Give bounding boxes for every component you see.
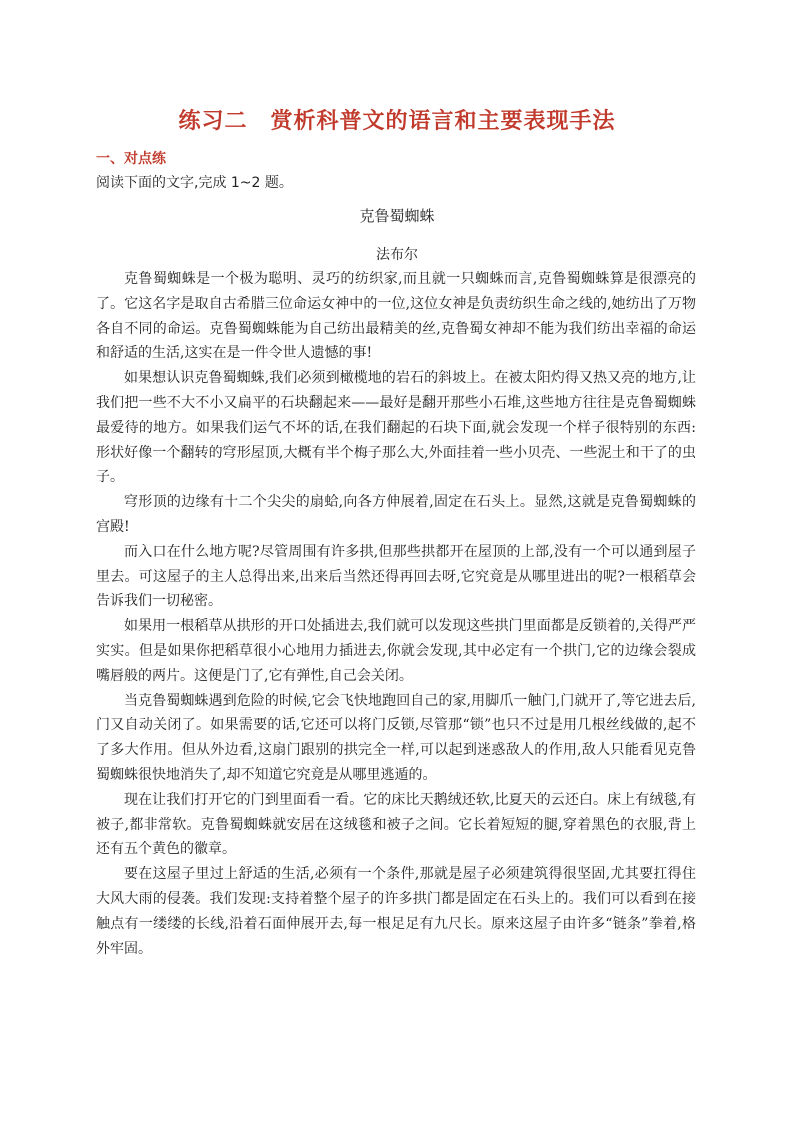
article-paragraph: 现在让我们打开它的门到里面看一看。它的床比天鹅绒还软,比夏天的云还白。床上有绒毯,有被子,都非常软。克鲁蜀蜘蛛就安居在这绒毯和被子之间。它长着短短的腿,穿着黑色的衣服,背上还有五个黄色的徽章。 bbox=[96, 791, 696, 858]
article-paragraph: 而入口在什么地方呢?尽管周围有许多拱,但那些拱都开在屋顶的上部,没有一个可以通到屋子里去。可这屋子的主人总得出来,出来后当然还得再回去呀,它究竟是从哪里进出的呢?一根稻草会告诉我们一切秘密。 bbox=[96, 543, 696, 610]
article-author: 法布尔 bbox=[376, 247, 418, 263]
article-paragraph: 如果想认识克鲁蜀蜘蛛,我们必须到橄榄地的岩石的斜坡上。在被太阳灼得又热又亮的地方,让我们把一些不大不小又扁平的石块翻起来——最好是翻开那些小石堆,这些地方往往是克鲁蜀蜘蛛最爱待的地方。如果我们运气不坏的话,在我们翻起的石块下面,就会发现一个样子很特别的东西:形状好像一个翻转的穹形屋顶,大概有半个梅子那么大,外面挂着一些小贝壳、一些泥土和干了的虫子。 bbox=[96, 370, 696, 486]
article-paragraph: 要在这屋子里过上舒适的生活,必须有一个条件,那就是屋子必须建筑得很坚固,尤其要扛得住大风大雨的侵袭。我们发现:支持着整个屋子的许多拱门都是固定在石头上的。我们可以看到在接触点有一缕缕的长线,沿着石面伸展开去,每一根足足有九尺长。原来这屋子由许多“链条”拳着,格外牢固。 bbox=[96, 866, 696, 957]
section-heading: 一、对点练 bbox=[96, 151, 166, 167]
article-paragraph: 穹形顶的边缘有十二个尖尖的扇蛤,向各方伸展着,固定在石头上。显然,这就是克鲁蜀蜘蛛的宫殿! bbox=[96, 494, 696, 535]
article-paragraph: 如果用一根稻草从拱形的开口处插进去,我们就可以发现这些拱门里面都是反锁着的,关得严严实实。但是如果你把稻草很小心地用力插进去,你就会发现,其中必定有一个拱门,它的边缘会裂成嘴唇般的两片。这便是门了,它有弹性,自己会关闭。 bbox=[96, 618, 696, 684]
page-title: 练习二 赏析科普文的语言和主要表现手法 bbox=[178, 109, 616, 134]
article-title: 克鲁蜀蜘蛛 bbox=[359, 207, 435, 225]
article-paragraph: 克鲁蜀蜘蛛是一个极为聪明、灵巧的纺织家,而且就一只蜘蛛而言,克鲁蜀蜘蛛算是很漂亮的了。它这名字是取自古希腊三位命运女神中的一位,这位女神是负责纺织生命之线的,她纺出了万物各自不同的命运。克鲁蜀蜘蛛能为自己纺出最精美的丝,克鲁蜀女神却不能为我们纺出幸福的命运和舒适的生活,这实在是一件令世人遗憾的事! bbox=[96, 271, 696, 362]
article-body bbox=[96, 267, 696, 961]
article-paragraph: 当克鲁蜀蜘蛛遇到危险的时候,它会飞快地跑回自己的家,用脚爪一触门,门就开了,等它进去后,门又自动关闭了。如果需要的话,它还可以将门反锁,尽管那“锁”也只不过是用几根丝线做的,起不了多大作用。但从外边看,这扇门跟别的拱完全一样,可以起到迷惑敌人的作用,敌人只能看见克鲁蜀蜘蛛很快地消失了,却不知道它究竟是从哪里逃遁的。 bbox=[96, 692, 696, 783]
reading-instruction: 阅读下面的文字,完成 1~2 题。 bbox=[96, 175, 293, 191]
